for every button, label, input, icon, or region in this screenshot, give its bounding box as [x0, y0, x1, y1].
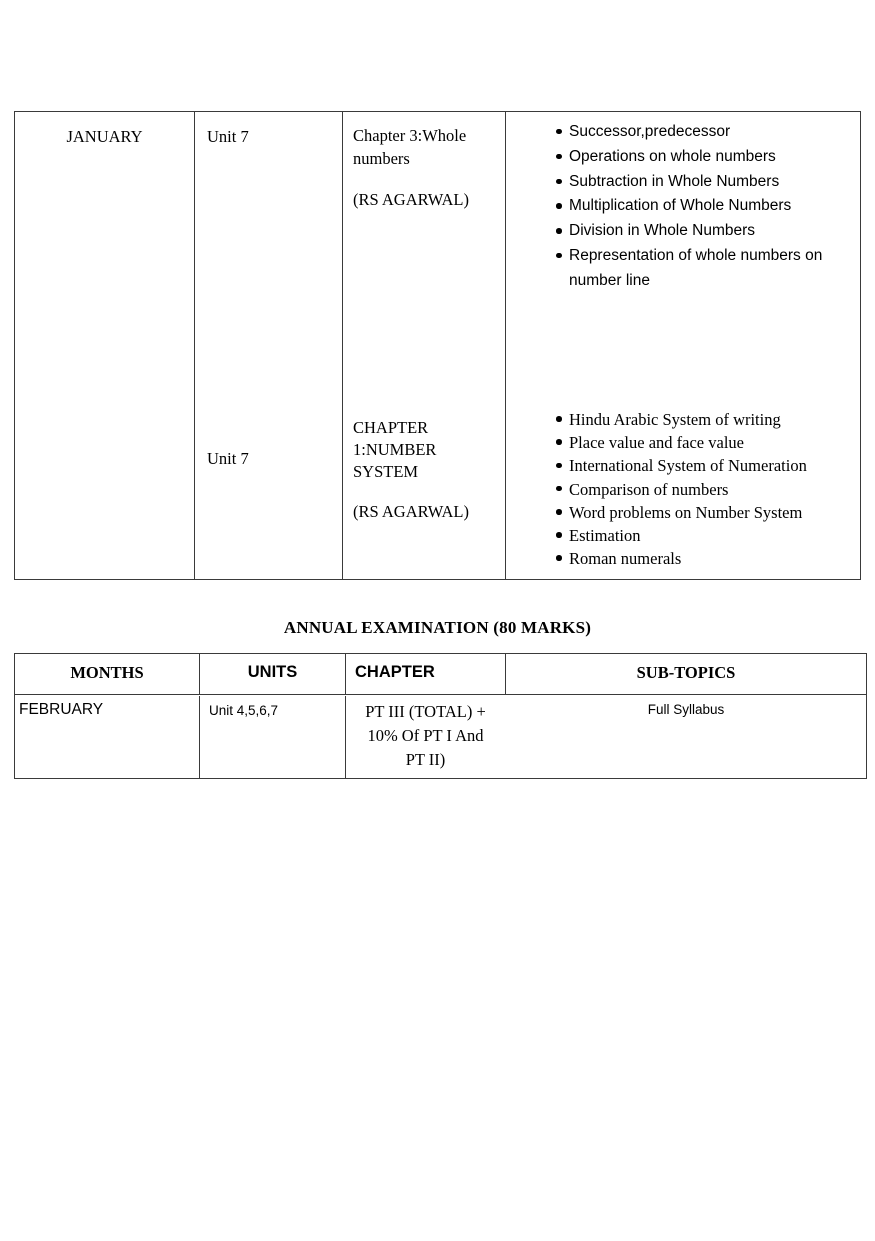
bullet-icon [556, 203, 562, 209]
list-item [506, 244, 861, 294]
column-header-chapter: CHAPTER [355, 663, 435, 681]
chapter-line: 10% Of PT I And [367, 726, 484, 745]
list-item-label: Successor,predecessor [569, 123, 731, 140]
monthly-plan-table [14, 111, 861, 580]
chapter-title-number-system: CHAPTER 1:NUMBER SYSTEM [353, 418, 437, 481]
bullet-icon [556, 463, 562, 469]
bullet-icon [556, 509, 562, 515]
column-header-months: MONTHS [70, 663, 144, 682]
bullet-icon [556, 179, 562, 185]
table-row-month-february: FEBRUARY [19, 701, 104, 718]
list-item [506, 194, 861, 219]
table-row-chapter-january [343, 120, 505, 211]
list-item [506, 145, 861, 170]
list-item [506, 431, 861, 454]
table-row-chapter-number-system [343, 413, 505, 523]
bullet-icon [556, 532, 562, 538]
bullet-icon [556, 154, 562, 160]
list-item-label: International System of Numeration [569, 456, 807, 476]
annual-examination-table [14, 653, 867, 779]
list-item [506, 408, 861, 431]
table-row-subtopics-january [506, 120, 861, 294]
list-item-label: Place value and face value [569, 433, 744, 453]
subtopics-list-january [506, 120, 861, 294]
list-item-label: Subtraction in Whole Numbers [569, 172, 780, 190]
list-item [506, 478, 861, 501]
list-item [506, 170, 861, 195]
list-item-label: Roman numerals [569, 549, 682, 569]
list-item-label: Operations on whole numbers [569, 147, 776, 165]
list-item [506, 454, 861, 477]
subtopics-list-number-system [506, 408, 861, 570]
table-row-month-january: JANUARY [66, 127, 143, 146]
list-item-label: Multiplication of Whole Numbers [569, 197, 792, 215]
bullet-icon [556, 129, 562, 135]
list-item-label: Estimation [569, 526, 641, 546]
chapter-line: PT II) [405, 750, 446, 769]
table-row-unit-number-system: Unit 7 [207, 449, 249, 468]
column-divider-units [194, 112, 195, 579]
chapter-line: PT III (TOTAL) + [365, 702, 486, 721]
table-row [15, 696, 866, 778]
table-row-subtopics-number-system [506, 408, 861, 570]
column-header-subtopics: SUB-TOPICS [636, 663, 736, 682]
bullet-icon [556, 416, 562, 422]
chapter-title-january: Chapter 3:Whole numbers [353, 126, 467, 168]
annual-examination-heading: ANNUAL EXAMINATION (80 MARKS) [283, 618, 592, 637]
list-item [506, 547, 861, 570]
list-item-label: Comparison of numbers [569, 479, 729, 499]
bullet-icon [556, 486, 562, 492]
bullet-icon [556, 228, 562, 234]
list-item-label: Word problems on Number System [569, 502, 803, 522]
bullet-icon [556, 555, 562, 561]
list-item [506, 120, 861, 145]
table-row-units-february: Unit 4,5,6,7 [209, 703, 279, 718]
table-row-unit-january: Unit 7 [207, 127, 249, 146]
table-header-row [15, 654, 866, 695]
chapter-source-january: (RS AGARWAL) [353, 190, 469, 209]
list-item-label: Division in Whole Numbers [569, 222, 756, 240]
bullet-icon [556, 253, 562, 259]
list-item-label: Hindu Arabic System of writing [569, 410, 781, 429]
table-row-subtopics-february: Full Syllabus [647, 702, 725, 717]
list-item [506, 501, 861, 524]
table-row-chapter-february [346, 696, 505, 772]
column-header-units: UNITS [247, 663, 298, 681]
list-item [506, 524, 861, 547]
chapter-source-number-system: (RS AGARWAL) [353, 502, 469, 521]
list-item [506, 219, 861, 244]
list-item-label: Representation of whole numbers on number line [569, 246, 823, 289]
bullet-icon [556, 439, 562, 445]
